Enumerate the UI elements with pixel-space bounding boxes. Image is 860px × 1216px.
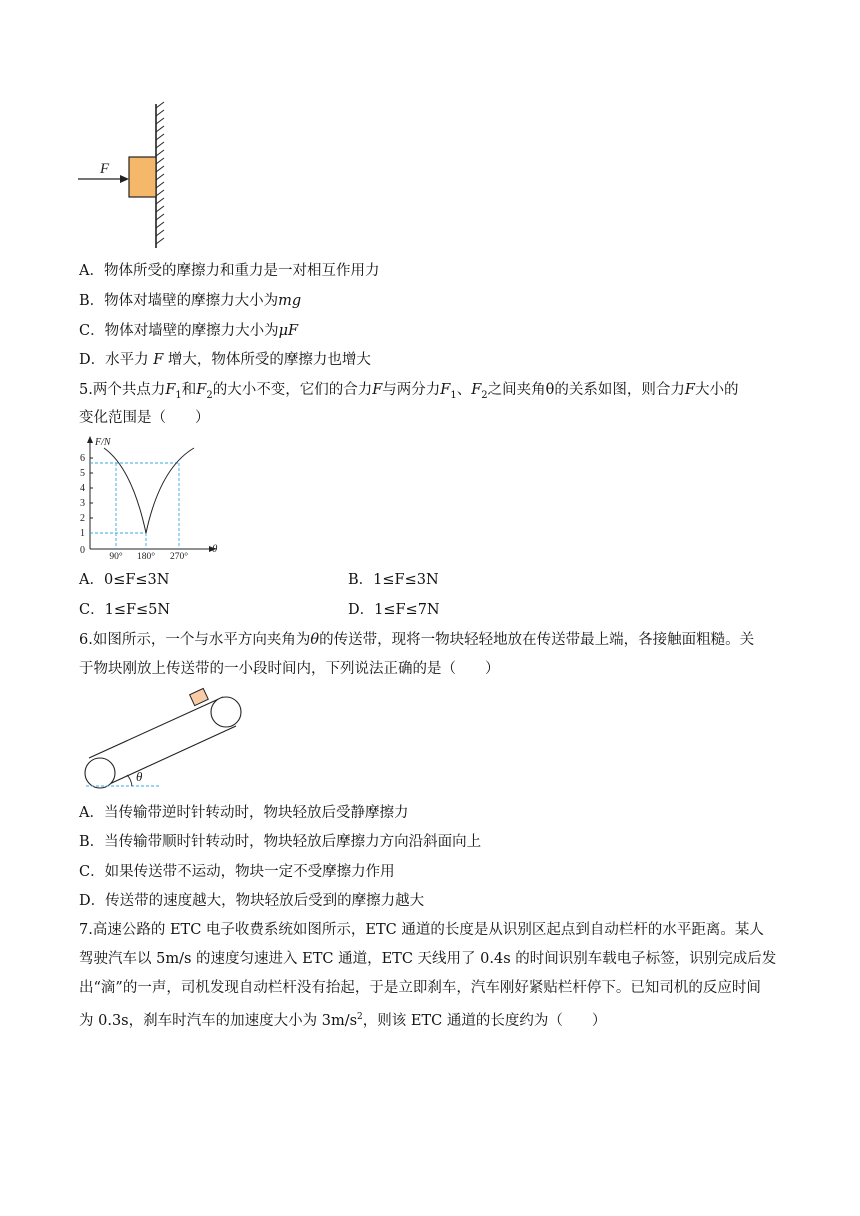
q5-stem-line2: 变化范围是（ ） bbox=[79, 410, 210, 426]
angle-label: θ bbox=[136, 769, 143, 784]
conveyor-block bbox=[190, 688, 209, 705]
x-tick-90: 90° bbox=[109, 552, 123, 560]
y-tick-2: 2 bbox=[80, 513, 85, 524]
y-tick-3: 3 bbox=[80, 498, 85, 509]
q6-option-a: A．当传输带逆时针转动时，物块轻放后受静摩擦力 bbox=[79, 805, 409, 821]
x-tick-270: 270° bbox=[169, 552, 189, 560]
q4-option-d: D．水平力 F 增大，物体所受的摩擦力也增大 bbox=[79, 352, 371, 368]
q6-stem: 6.如图所示，一个与水平方向夹角为θ的传送带，现将一物块轻轻地放在传送带最上端，各接触面粗糙。关 bbox=[79, 632, 755, 648]
q5-option-d: D．1≤F≤7N bbox=[348, 602, 440, 618]
q5-option-c: C．1≤F≤5N bbox=[79, 602, 171, 618]
y-tick-5: 5 bbox=[80, 468, 85, 479]
q4-option-c: C．物体对墙壁的摩擦力大小为μF bbox=[79, 323, 299, 339]
y-tick-6: 6 bbox=[80, 453, 85, 464]
block bbox=[129, 157, 156, 197]
q5-chart bbox=[74, 434, 224, 560]
q6-option-c: C．如果传送带不运动，物块一定不受摩擦力作用 bbox=[79, 864, 395, 880]
q6-stem-line2: 于物块刚放上传送带的一小段时间内，下列说法正确的是（ ） bbox=[79, 661, 500, 677]
q4-option-a: A．物体所受的摩擦力和重力是一对相互作用力 bbox=[79, 263, 380, 279]
y-tick-0: 0 bbox=[80, 545, 85, 556]
x-axis-label: θ bbox=[212, 543, 218, 555]
force-label: F bbox=[100, 161, 110, 177]
y-axis-label: F/N bbox=[95, 437, 111, 448]
q5-option-a: A．0≤F≤3N bbox=[79, 572, 170, 588]
y-tick-1: 1 bbox=[80, 528, 85, 539]
q5-option-b: B．1≤F≤3N bbox=[348, 572, 439, 588]
q4-option-b: B．物体对墙壁的摩擦力大小为mg bbox=[79, 293, 302, 309]
y-tick-4: 4 bbox=[80, 483, 85, 494]
q6-option-b: B．当传输带顺时针转动时，物块轻放后摩擦力方向沿斜面向上 bbox=[79, 834, 482, 850]
lower-roller bbox=[85, 758, 115, 788]
block-wall-figure bbox=[76, 100, 176, 252]
conveyor-figure bbox=[80, 684, 250, 792]
q7-line-1: 7.高速公路的 ETC 电子收费系统如图所示，ETC 通道的长度是从识别区起点到自动栏杆的水平距离。某人 bbox=[79, 922, 764, 938]
x-tick-180: 180° bbox=[136, 552, 156, 560]
resultant-curve bbox=[104, 448, 194, 533]
q5-stem: 5.两个共点力$F_1$和$F_2$的大小不变，它们的合力F与两分力$F_1$、$F_2$之间夹角θ的关系如图，则合力F大小的 bbox=[79, 382, 739, 401]
q6-option-d: D．传送带的速度越大，物块轻放后受到的摩擦力越大 bbox=[79, 893, 425, 909]
q7-line-3: 出“滴”的一声，司机发现自动栏杆没有抬起，于是立即刹车，汽车刚好紧贴栏杆停下。已知司机的反应时间 bbox=[79, 980, 761, 996]
q7-line-2: 驾驶汽车以 5m/s 的速度匀速进入 ETC 通道，ETC 天线用了 0.4s 的时间识别车载电子标签，识别完成后发 bbox=[79, 951, 777, 967]
upper-roller bbox=[211, 697, 241, 727]
q7-line-4: 为 0.3s，刹车时汽车的加速度大小为 $3m/s^2$，则该 ETC 通道的长度约为（ ） bbox=[79, 1012, 607, 1029]
